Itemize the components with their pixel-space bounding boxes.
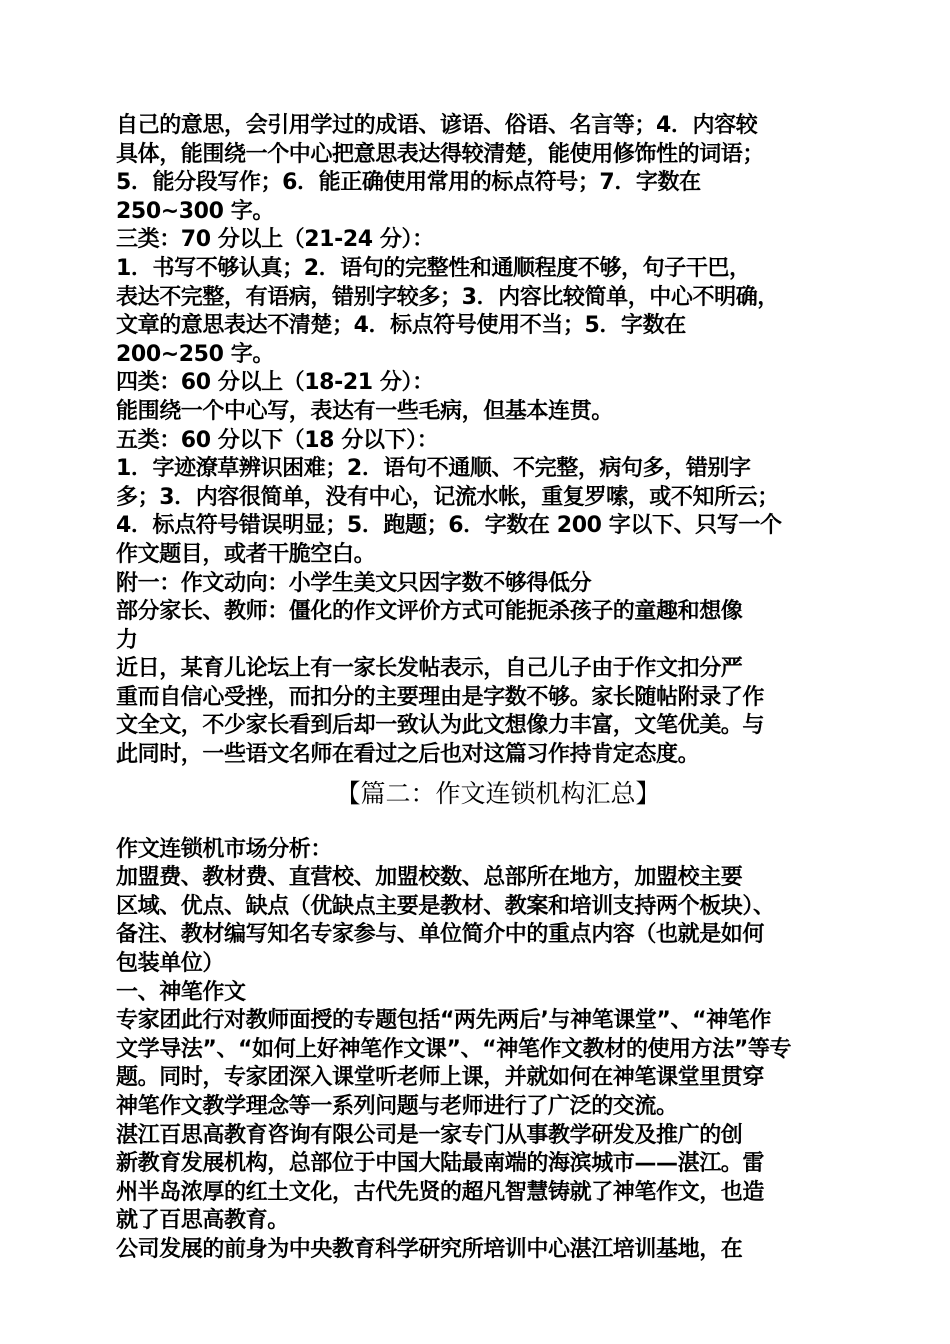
text-line: 文学导法”、“如何上好神笔作文课”、“神笔作文教材的使用方法”等专 [116, 1036, 792, 1062]
text-line: 加盟费、教材费、直营校、加盟校数、总部所在地方，加盟校主要 [116, 865, 743, 891]
appendix-title: 附一：作文动向：小学生美文只因字数不够得低分 [116, 570, 592, 596]
text-line: 部分家长、教师：僵化的作文评价方式可能扼杀孩子的童趣和想像 [116, 599, 743, 625]
text-line: 重而自信心受挫，而扣分的主要理由是字数不够。家长随帖附录了作 [116, 684, 765, 710]
text-line: 新教育发展机构，总部位于中国大陆最南端的海滨城市——湛江。雷 [116, 1151, 765, 1177]
text-line: 200~250 字。 [116, 341, 274, 367]
category-heading-three: 三类：70 分以上（21-24 分）： [116, 227, 434, 253]
body-text-part1 [116, 112, 840, 770]
text-line: 区域、优点、缺点（优缺点主要是教材、教案和培训支持两个板块）、 [116, 893, 775, 919]
text-line: 就了百思高教育。 [116, 1208, 289, 1234]
text-line: 自己的意思，会引用学过的成语、谚语、俗语、名言等；4．内容较 [116, 113, 758, 138]
text-line: 文章的意思表达不清楚；4．标点符号使用不当；5．字数在 [116, 313, 686, 339]
text-line: 湛江百思高教育咨询有限公司是一家专门从事教学研发及推广的创 [116, 1122, 743, 1148]
text-line: 文全文，不少家长看到后却一致认为此文想像力丰富，文笔优美。与 [116, 713, 765, 739]
text-line: 专家团此行对教师面授的专题包括“两先两后’与神笔课堂”、“神笔作 [116, 1008, 771, 1034]
text-line: 题。同时，专家团深入课堂听老师上课，并就如何在神笔课堂里贯穿 [116, 1065, 765, 1091]
text-line: 力 [116, 627, 138, 653]
text-line: 包装单位） [116, 951, 225, 977]
text-line: 多；3．内容很简单，没有中心，记流水帐，重复罗嗦，或不知所云； [116, 484, 779, 510]
text-line: 250~300 字。 [116, 198, 274, 224]
text-line: 1．书写不够认真；2．语句的完整性和通顺程度不够，句子干巴， [116, 255, 751, 281]
subsection-title: 一、神笔作文 [116, 979, 246, 1005]
text-line: 州半岛浓厚的红土文化，古代先贤的超凡智慧铸就了神笔作文，也造 [116, 1179, 765, 1205]
category-heading-four: 四类：60 分以上（18-21 分）： [116, 370, 434, 396]
text-line: 此同时，一些语文名师在看过之后也对这篇习作持肯定态度。 [116, 742, 700, 768]
body-text-part2 [116, 836, 840, 1265]
market-analysis-title: 作文连锁机市场分析： [116, 836, 333, 862]
text-line: 表达不完整，有语病，错别字较多；3．内容比较简单，中心不明确， [116, 284, 779, 310]
section-heading: 【篇二：作文连锁机构汇总】 [335, 778, 661, 808]
text-line: 具体，能围绕一个中心把意思表达得较清楚，能使用修饰性的词语； [116, 141, 765, 167]
text-line: 4．标点符号错误明显；5．跑题；6．字数在 200 字以下、只写一个 [116, 513, 782, 539]
text-line: 1．字迹潦草辨识困难；2．语句不通顺、不完整，病句多，错别字 [116, 456, 751, 482]
text-line: 能围绕一个中心写，表达有一些毛病，但基本连贯。 [116, 398, 613, 424]
text-line: 神笔作文教学理念等一系列问题与老师进行了广泛的交流。 [116, 1094, 678, 1119]
text-line: 公司发展的前身为中央教育科学研究所培训中心湛江培训基地，在 [116, 1236, 743, 1262]
text-line: 近日，某育儿论坛上有一家长发帖表示，自己儿子由于作文扣分严 [116, 656, 743, 682]
text-line: 5．能分段写作；6．能正确使用常用的标点符号；7．字数在 [116, 170, 701, 196]
text-line: 备注、教材编写知名专家参与、单位简介中的重点内容（也就是如何 [116, 922, 765, 948]
category-heading-five: 五类：60 分以下（18 分以下）： [116, 427, 439, 453]
text-line: 作文题目，或者干脆空白。 [116, 541, 376, 567]
document-page [116, 112, 840, 1265]
